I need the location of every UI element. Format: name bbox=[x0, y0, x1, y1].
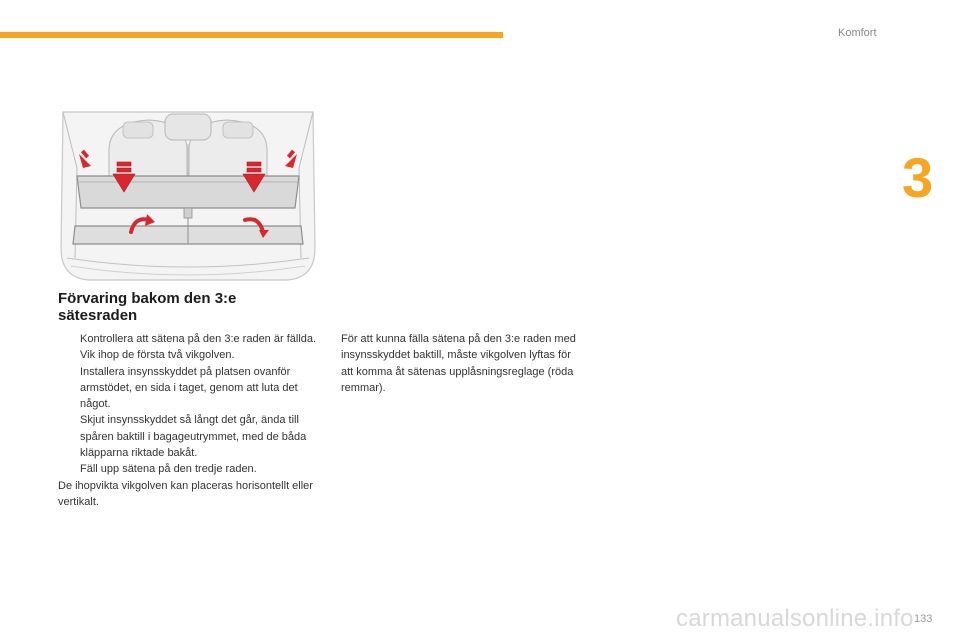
list-item bbox=[58, 364, 328, 413]
list-item-text: Vik ihop de första två vikgolven. bbox=[80, 349, 235, 362]
list-item bbox=[58, 461, 328, 477]
section-heading: Förvaring bakom den 3:e sätesraden bbox=[58, 290, 237, 324]
list-item-text: Skjut insynsskyddet så långt det går, ända till spåren baktill i bagageutrymmet, med de båda kläpparna riktade bakåt. bbox=[80, 414, 307, 460]
list-item bbox=[58, 331, 328, 347]
page-number: 133 bbox=[914, 613, 933, 625]
list-item bbox=[58, 347, 328, 363]
note-text: De ihopvikta vikgolven kan placeras horisontellt eller vertikalt. bbox=[58, 479, 313, 508]
list-item-text: Kontrollera att sätena på den 3:e raden är fällda. bbox=[80, 333, 317, 345]
list-item bbox=[58, 412, 328, 461]
trunk-cover-stowage-illustration bbox=[57, 108, 319, 284]
chapter-number: 3 bbox=[902, 146, 934, 209]
list-item-text: Installera insynsskyddet på platsen ovanför armstödet, en sida i taget, genom att luta det något. bbox=[80, 365, 298, 411]
list-item-text: Fäll upp sätena på den tredje raden. bbox=[80, 463, 257, 476]
side-paragraph: För att kunna fälla sätena på den 3:e raden med insynsskyddet baktill, måste vikgolven lyftas för att komma åt sätenas upplåsningsreglage (röda remmar). bbox=[341, 333, 576, 394]
top-accent-bar bbox=[0, 32, 503, 38]
watermark: carmanualsonline.info bbox=[676, 605, 914, 632]
section-title: Komfort bbox=[838, 27, 877, 39]
instructions-column bbox=[58, 331, 328, 510]
